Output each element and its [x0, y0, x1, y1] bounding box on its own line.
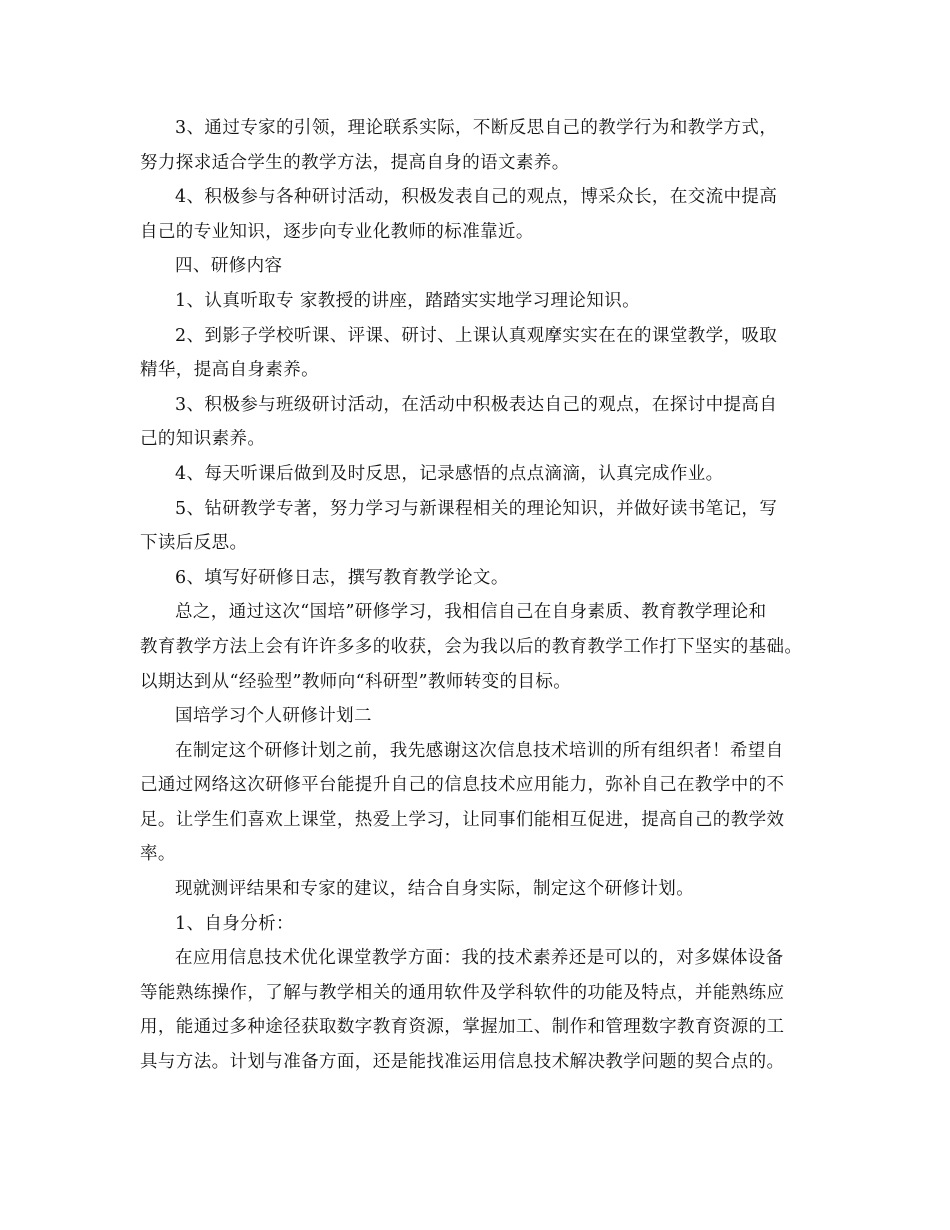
text-line: 四、研修内容	[175, 256, 283, 277]
text-line: 下读后反思。	[140, 533, 248, 554]
text-line: 总之，通过这次“国培”研修学习，我相信自己在自身素质、教育教学理论和	[175, 602, 767, 623]
text-line: 用，能通过多种途径获取数字教育资源，掌握加工、制作和管理数字教育资源的工	[140, 1017, 785, 1038]
text-line: 5、钻研教学专著，努力学习与新课程相关的理论知识，并做好读书笔记，写	[175, 498, 778, 519]
text-line: 4、每天听课后做到及时反思，记录感悟的点点滴滴，认真完成作业。	[175, 463, 724, 484]
text-line: 国培学习个人研修计划二	[175, 706, 372, 727]
text-line: 1、自身分析：	[175, 913, 294, 934]
text-line: 在应用信息技术优化课堂教学方面：我的技术素养还是可以的，对多媒体设备	[175, 948, 784, 969]
text-line: 1、认真听取专 家教授的讲座，踏踏实实地学习理论知识。	[175, 290, 640, 311]
text-line: 具与方法。计划与准备方面，还是能找准运用信息技术解决教学问题的契合点的。	[140, 1052, 785, 1073]
text-line: 己通过网络这次研修平台能提升自己的信息技术应用能力，弥补自己在教学中的不	[140, 775, 785, 796]
text-line: 4、积极参与各种研讨活动，积极发表自己的观点，博采众长，在交流中提高	[175, 187, 778, 208]
text-line: 己的知识素养。	[140, 429, 266, 450]
text-line: 在制定这个研修计划之前，我先感谢这次信息技术培训的所有组织者！希望自	[175, 740, 784, 761]
document-body	[140, 111, 815, 1080]
text-line: 6、填写好研修日志，撰写教育教学论文。	[175, 567, 509, 588]
text-line: 教育教学方法上会有许许多多的收获，会为我以后的教育教学工作打下坚实的基础。	[140, 636, 803, 657]
text-line: 精华，提高自身素养。	[140, 360, 319, 381]
text-line: 自己的专业知识，逐步向专业化教师的标准靠近。	[140, 221, 534, 242]
text-line: 努力探求适合学生的教学方法，提高自身的语文素养。	[140, 152, 570, 173]
text-line: 现就测评结果和专家的建议，结合自身实际，制定这个研修计划。	[175, 879, 695, 900]
text-line: 以期达到从“经验型”教师向“科研型”教师转变的目标。	[140, 671, 572, 692]
text-line: 足。让学生们喜欢上课堂，热爱上学习，让同事们能相互促进，提高自己的教学效	[140, 809, 785, 830]
text-line: 3、通过专家的引领，理论联系实际，不断反思自己的教学行为和教学方式，	[175, 118, 778, 138]
text-line: 率。	[140, 844, 176, 865]
text-line: 2、到影子学校听课、评课、研讨、上课认真观摩实实在在的课堂教学，吸取	[175, 325, 778, 346]
text-line: 3、积极参与班级研讨活动，在活动中积极表达自己的观点，在探讨中提高自	[175, 394, 778, 415]
text-line: 等能熟练操作，了解与教学相关的通用软件及学科软件的功能及特点，并能熟练应	[140, 982, 785, 1003]
